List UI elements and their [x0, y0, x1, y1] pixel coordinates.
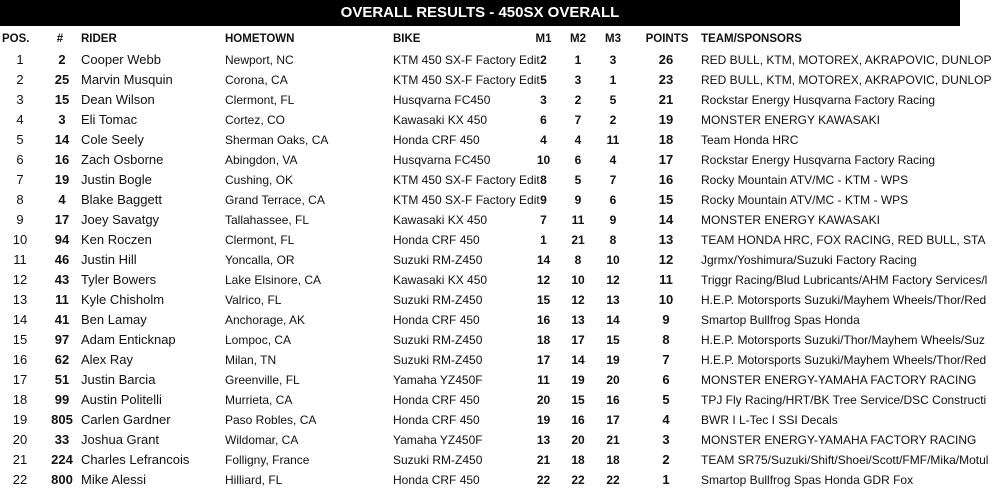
moto3-cell: 1	[609, 73, 617, 87]
moto2-cell: 8	[574, 253, 582, 267]
moto1-cell: 1	[540, 233, 547, 247]
moto1-cell: 21	[536, 453, 551, 467]
number-cell: 25	[54, 72, 70, 87]
moto2-cell: 12	[571, 293, 585, 307]
rider-cell: Cooper Webb	[81, 52, 161, 67]
hometown-cell: Corona, CA	[225, 73, 288, 87]
hometown-cell: Grand Terrace, CA	[225, 193, 325, 207]
points-cell: 21	[658, 92, 674, 107]
position-cell: 22	[12, 472, 28, 487]
number-cell: 94	[54, 232, 70, 247]
rider-cell: Mike Alessi	[81, 472, 147, 487]
points-cell: 6	[662, 372, 670, 387]
moto3-cell: 18	[606, 453, 620, 467]
points-cell: 16	[658, 172, 674, 187]
rider-cell: Ben Lamay	[81, 312, 147, 327]
points-cell: 14	[658, 212, 674, 227]
table-row	[0, 170, 960, 190]
bike-cell: Suzuki RM-Z450	[393, 253, 483, 267]
hometown-cell: Cortez, CO	[225, 113, 286, 127]
moto3-cell: 4	[609, 153, 617, 167]
rider-cell: Marvin Musquin	[81, 72, 173, 87]
moto2-cell: 5	[574, 173, 582, 187]
team-cell: H.E.P. Motorsports Suzuki/Mayhem Wheels/Thor/Red	[701, 293, 987, 307]
position-cell: 18	[12, 392, 28, 407]
table-row	[0, 450, 989, 470]
bike-cell: Honda CRF 450	[393, 313, 480, 327]
table-row	[0, 470, 960, 490]
moto3-cell: 8	[609, 233, 617, 247]
moto2-cell: 14	[571, 353, 585, 367]
moto3-cell: 14	[606, 313, 620, 327]
bike-cell: Yamaha YZ450F	[393, 373, 483, 387]
rider-cell: Dean Wilson	[81, 92, 155, 107]
moto1-cell: 8	[540, 173, 547, 187]
moto1-cell: 2	[540, 53, 547, 67]
number-cell: 2	[58, 52, 66, 67]
hometown-cell: Newport, NC	[225, 53, 294, 67]
position-cell: 14	[12, 312, 28, 327]
table-row	[0, 190, 960, 210]
table-row	[0, 410, 960, 430]
bike-cell: Kawasaki KX 450	[393, 273, 488, 287]
moto2-cell: 4	[574, 133, 582, 147]
moto2-cell: 20	[571, 433, 585, 447]
points-cell: 17	[658, 152, 674, 167]
position-cell: 6	[16, 152, 24, 167]
rider-cell: Justin Barcia	[81, 372, 156, 387]
moto1-cell: 17	[536, 353, 551, 367]
table-row	[0, 350, 987, 370]
table-row	[0, 250, 960, 270]
bike-cell: Kawasaki KX 450	[393, 213, 488, 227]
hometown-cell: Greenville, FL	[225, 373, 300, 387]
hometown-cell: Clermont, FL	[225, 233, 295, 247]
position-cell: 21	[12, 452, 28, 467]
team-cell: Smartop Bullfrog Spas Honda GDR Fox	[701, 473, 914, 487]
moto3-cell: 9	[609, 213, 617, 227]
position-cell: 5	[16, 132, 24, 147]
moto1-cell: 13	[536, 433, 551, 447]
moto3-cell: 13	[606, 293, 620, 307]
moto3-cell: 19	[606, 353, 620, 367]
table-row	[0, 370, 977, 390]
hometown-cell: Abingdon, VA	[225, 153, 298, 167]
team-cell: H.E.P. Motorsports Suzuki/Mayhem Wheels/Thor/Red	[701, 353, 987, 367]
position-cell: 9	[16, 212, 24, 227]
position-cell: 10	[12, 232, 28, 247]
hometown-cell: Hilliard, FL	[225, 473, 283, 487]
header-m1: M1	[535, 33, 552, 45]
moto1-cell: 15	[536, 293, 551, 307]
position-cell: 19	[12, 412, 28, 427]
number-cell: 19	[54, 172, 70, 187]
rider-cell: Justin Hill	[81, 252, 137, 267]
points-cell: 9	[662, 312, 670, 327]
points-cell: 3	[662, 432, 670, 447]
moto1-cell: 11	[537, 373, 550, 387]
bike-cell: Honda CRF 450	[393, 413, 480, 427]
points-cell: 2	[662, 452, 670, 467]
number-cell: 805	[51, 412, 73, 427]
table-row	[0, 110, 960, 130]
moto3-cell: 17	[606, 413, 620, 427]
moto2-cell: 1	[574, 53, 582, 67]
moto1-cell: 10	[536, 153, 551, 167]
moto1-cell: 6	[540, 113, 547, 127]
hometown-cell: Sherman Oaks, CA	[225, 133, 329, 147]
position-cell: 11	[13, 252, 27, 267]
moto3-cell: 2	[609, 113, 617, 127]
team-cell: Jgrmx/Yoshimura/Suzuki Factory Racing	[701, 253, 917, 267]
hometown-cell: Yoncalla, OR	[225, 253, 295, 267]
header-points: POINTS	[645, 33, 689, 45]
points-cell: 10	[658, 292, 674, 307]
number-cell: 62	[54, 352, 70, 367]
hometown-cell: Lake Elsinore, CA	[225, 273, 322, 287]
points-cell: 8	[662, 332, 670, 347]
number-cell: 41	[54, 312, 70, 327]
position-cell: 20	[12, 432, 28, 447]
table-row	[0, 50, 992, 70]
rider-cell: Blake Baggett	[81, 192, 162, 207]
bike-cell: Honda CRF 450	[393, 393, 480, 407]
points-cell: 13	[658, 232, 674, 247]
moto2-cell: 19	[571, 373, 585, 387]
moto1-cell: 12	[536, 273, 551, 287]
moto3-cell: 7	[609, 173, 617, 187]
moto2-cell: 15	[571, 393, 585, 407]
number-cell: 43	[54, 272, 70, 287]
rider-cell: Justin Bogle	[81, 172, 152, 187]
moto2-cell: 13	[571, 313, 585, 327]
team-cell: Triggr Racing/Blud Lubricants/AHM Factory Services/l	[701, 273, 988, 287]
rider-cell: Austin Politelli	[81, 392, 162, 407]
bike-cell: Yamaha YZ450F	[393, 433, 483, 447]
position-cell: 16	[12, 352, 28, 367]
position-cell: 12	[12, 272, 28, 287]
number-cell: 16	[54, 152, 70, 167]
moto2-cell: 21	[571, 233, 585, 247]
table-row	[0, 290, 987, 310]
table-row	[0, 150, 960, 170]
hometown-cell: Tallahassee, FL	[225, 213, 310, 227]
rider-cell: Kyle Chisholm	[81, 292, 165, 307]
moto2-cell: 11	[571, 213, 585, 227]
number-cell: 11	[55, 292, 69, 307]
table-row	[0, 210, 960, 230]
number-cell: 15	[54, 92, 70, 107]
points-cell: 19	[658, 112, 674, 127]
points-cell: 4	[662, 412, 670, 427]
rider-cell: Tyler Bowers	[81, 272, 157, 287]
moto3-cell: 10	[606, 253, 620, 267]
bike-cell: Honda CRF 450	[393, 133, 480, 147]
rider-cell: Zach Osborne	[81, 152, 164, 167]
rider-cell: Joshua Grant	[81, 432, 160, 447]
number-cell: 33	[54, 432, 70, 447]
table-row	[0, 310, 960, 330]
number-cell: 800	[51, 472, 73, 487]
moto3-cell: 12	[606, 273, 620, 287]
number-cell: 14	[54, 132, 70, 147]
moto3-cell: 6	[609, 193, 617, 207]
bike-cell: Suzuki RM-Z450	[393, 353, 483, 367]
table-row	[0, 70, 992, 90]
team-cell: TEAM HONDA HRC, FOX RACING, RED BULL, STA	[701, 233, 986, 247]
bike-cell: KTM 450 SX-F Factory Edit	[393, 173, 540, 187]
table-row	[0, 230, 986, 250]
number-cell: 3	[58, 112, 66, 127]
table-row	[0, 130, 960, 150]
moto1-cell: 19	[536, 413, 551, 427]
table-row	[0, 390, 987, 410]
position-cell: 8	[16, 192, 24, 207]
bike-cell: KTM 450 SX-F Factory Edit	[393, 73, 540, 87]
points-cell: 26	[658, 52, 674, 67]
moto2-cell: 18	[571, 453, 585, 467]
hometown-cell: Lompoc, CA	[225, 333, 292, 347]
team-cell: MONSTER ENERGY KAWASAKI	[701, 213, 880, 227]
rider-cell: Charles Lefrancois	[81, 452, 190, 467]
position-cell: 15	[12, 332, 28, 347]
header-rider: RIDER	[81, 33, 117, 45]
hometown-cell: Valrico, FL	[225, 293, 282, 307]
rider-cell: Alex Ray	[81, 352, 134, 367]
moto1-cell: 14	[536, 253, 551, 267]
moto2-cell: 2	[574, 93, 582, 107]
team-cell: TPJ Fly Racing/HRT/BK Tree Service/DSC Constructi	[701, 393, 987, 407]
moto3-cell: 11	[606, 133, 620, 147]
points-cell: 23	[658, 72, 674, 87]
hometown-cell: Anchorage, AK	[225, 313, 306, 327]
team-cell: Rocky Mountain ATV/MC - KTM - WPS	[701, 193, 909, 207]
header-bike: BIKE	[393, 33, 421, 45]
bike-cell: Suzuki RM-Z450	[393, 453, 483, 467]
bike-cell: KTM 450 SX-F Factory Edit	[393, 193, 540, 207]
hometown-cell: Clermont, FL	[225, 93, 295, 107]
number-cell: 46	[54, 252, 70, 267]
hometown-cell: Wildomar, CA	[225, 433, 299, 447]
team-cell: RED BULL, KTM, MOTOREX, AKRAPOVIC, DUNLOP	[701, 53, 992, 67]
moto2-cell: 6	[574, 153, 582, 167]
table-row	[0, 330, 985, 350]
bike-cell: Kawasaki KX 450	[393, 113, 488, 127]
moto3-cell: 22	[606, 473, 620, 487]
moto1-cell: 22	[536, 473, 551, 487]
table-header-row	[0, 26, 960, 50]
moto2-cell: 7	[574, 113, 582, 127]
moto1-cell: 16	[536, 313, 551, 327]
bike-cell: Honda CRF 450	[393, 233, 480, 247]
moto1-cell: 9	[540, 193, 547, 207]
header-team: TEAM/SPONSORS	[701, 33, 802, 45]
team-cell: BWR I L-Tec I SSI Decals	[701, 413, 838, 427]
bike-cell: Husqvarna FC450	[393, 153, 491, 167]
moto1-cell: 3	[540, 93, 547, 107]
moto3-cell: 21	[606, 433, 620, 447]
number-cell: 97	[54, 332, 70, 347]
moto3-cell: 16	[606, 393, 620, 407]
bike-cell: Suzuki RM-Z450	[393, 293, 483, 307]
moto2-cell: 10	[571, 273, 585, 287]
moto1-cell: 7	[540, 213, 547, 227]
moto1-cell: 4	[540, 133, 547, 147]
hometown-cell: Cushing, OK	[225, 173, 294, 187]
header-m2: M2	[570, 33, 586, 45]
team-cell: Smartop Bullfrog Spas Honda	[701, 313, 860, 327]
number-cell: 224	[51, 452, 73, 467]
team-cell: Team Honda HRC	[701, 133, 799, 147]
table-row	[0, 90, 960, 110]
table-row	[0, 270, 988, 290]
moto2-cell: 22	[571, 473, 585, 487]
moto3-cell: 15	[606, 333, 620, 347]
number-cell: 4	[58, 192, 66, 207]
rider-cell: Carlen Gardner	[81, 412, 171, 427]
hometown-cell: Folligny, France	[225, 453, 310, 467]
table-body	[0, 50, 992, 490]
team-cell: H.E.P. Motorsports Suzuki/Thor/Mayhem Wheels/Suz	[701, 333, 985, 347]
bike-cell: Suzuki RM-Z450	[393, 333, 483, 347]
team-cell: TEAM SR75/Suzuki/Shift/Shoei/Scott/FMF/Mika/Motul	[701, 453, 989, 467]
number-cell: 51	[54, 372, 70, 387]
rider-cell: Joey Savatgy	[81, 212, 160, 227]
header-hometown: HOMETOWN	[225, 33, 295, 45]
points-cell: 18	[658, 132, 674, 147]
points-cell: 11	[659, 272, 673, 287]
header-pos: POS.	[2, 33, 30, 45]
bike-cell: Honda CRF 450	[393, 473, 480, 487]
results-table	[0, 26, 992, 488]
team-cell: Rockstar Energy Husqvarna Factory Racing	[701, 153, 936, 167]
table-row	[0, 430, 977, 450]
position-cell: 4	[16, 112, 24, 127]
moto2-cell: 16	[571, 413, 585, 427]
moto1-cell: 18	[536, 333, 551, 347]
position-cell: 3	[16, 92, 24, 107]
header-number: #	[56, 33, 64, 45]
points-cell: 12	[658, 252, 674, 267]
results-title: OVERALL RESULTS - 450SX OVERALL	[0, 0, 960, 26]
team-cell: Rockstar Energy Husqvarna Factory Racing	[701, 93, 936, 107]
points-cell: 5	[662, 392, 670, 407]
points-cell: 1	[662, 472, 670, 487]
bike-cell: KTM 450 SX-F Factory Edit	[393, 53, 540, 67]
points-cell: 7	[662, 352, 670, 367]
points-cell: 15	[658, 192, 674, 207]
team-cell: MONSTER ENERGY KAWASAKI	[701, 113, 880, 127]
moto3-cell: 3	[609, 53, 617, 67]
moto3-cell: 20	[606, 373, 620, 387]
moto2-cell: 9	[574, 193, 582, 207]
position-cell: 13	[12, 292, 28, 307]
moto2-cell: 17	[571, 333, 585, 347]
rider-cell: Ken Roczen	[81, 232, 152, 247]
number-cell: 99	[54, 392, 70, 407]
position-cell: 17	[12, 372, 28, 387]
bike-cell: Husqvarna FC450	[393, 93, 491, 107]
rider-cell: Cole Seely	[81, 132, 144, 147]
position-cell: 7	[16, 172, 24, 187]
hometown-cell: Murrieta, CA	[225, 393, 293, 407]
position-cell: 2	[16, 72, 24, 87]
moto1-cell: 20	[536, 393, 551, 407]
team-cell: MONSTER ENERGY-YAMAHA FACTORY RACING	[701, 373, 977, 387]
rider-cell: Adam Enticknap	[81, 332, 176, 347]
moto1-cell: 5	[540, 73, 547, 87]
rider-cell: Eli Tomac	[81, 112, 138, 127]
hometown-cell: Paso Robles, CA	[225, 413, 317, 427]
hometown-cell: Milan, TN	[225, 353, 277, 367]
moto2-cell: 3	[574, 73, 582, 87]
position-cell: 1	[16, 52, 24, 67]
team-cell: RED BULL, KTM, MOTOREX, AKRAPOVIC, DUNLOP	[701, 73, 992, 87]
moto3-cell: 5	[609, 93, 617, 107]
header-m3: M3	[605, 33, 621, 45]
number-cell: 17	[54, 212, 70, 227]
team-cell: MONSTER ENERGY-YAMAHA FACTORY RACING	[701, 433, 977, 447]
team-cell: Rocky Mountain ATV/MC - KTM - WPS	[701, 173, 909, 187]
